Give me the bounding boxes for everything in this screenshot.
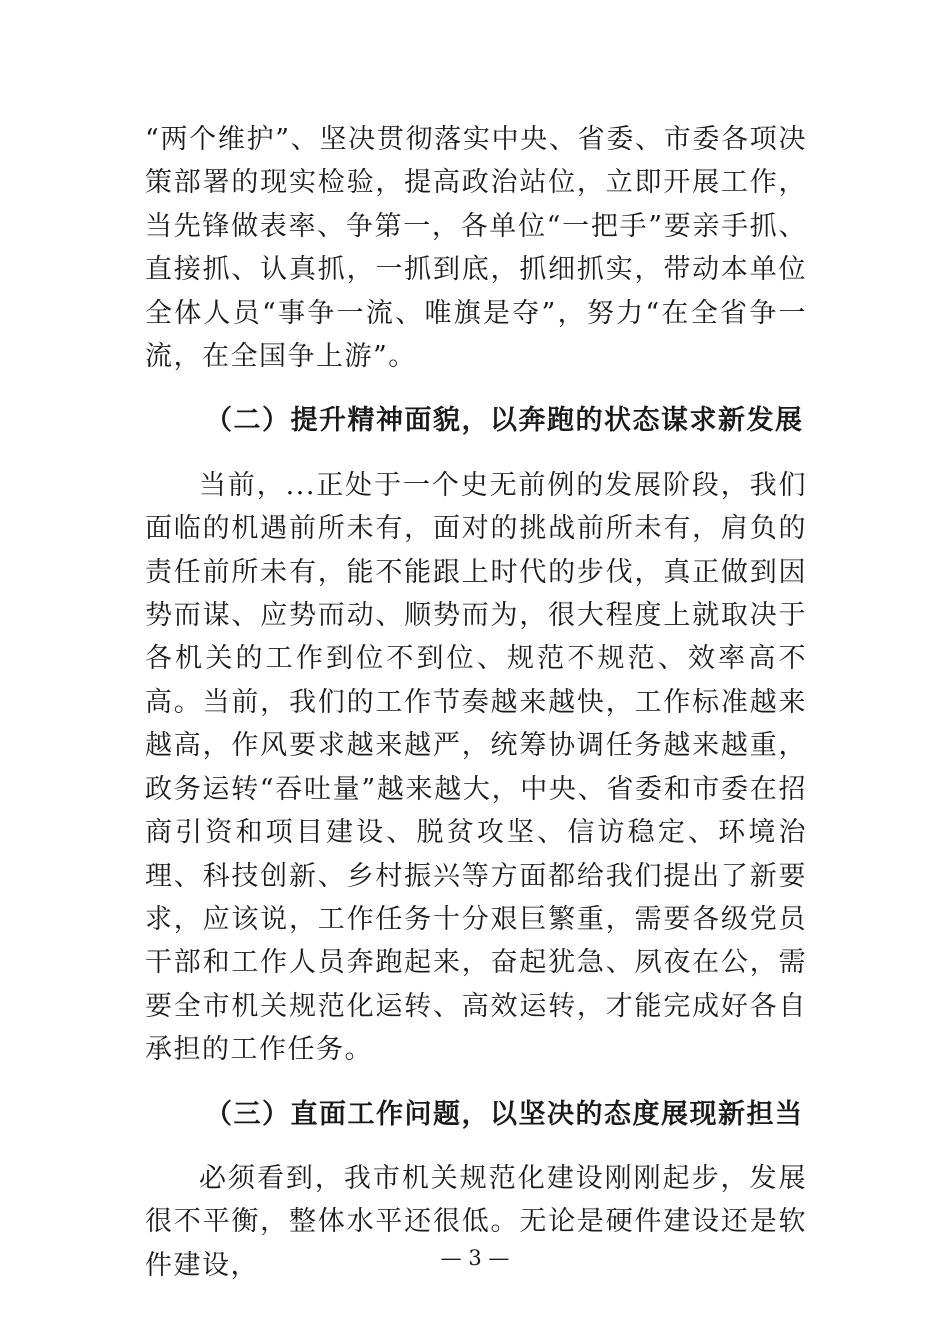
document-body: [145, 118, 807, 1287]
paragraph-section-3: 必须看到，我市机关规范化建设刚刚起步，发展很不平衡，整体水平还很低。无论是硬件建设还是软件建设，: [145, 1162, 807, 1281]
spacer: [145, 1072, 807, 1093]
spacer: [145, 1136, 807, 1157]
paragraph-continued: “两个维护”、坚决贯彻落实中央、省委、市委各项决策部署的现实检验，提高政治站位，立即开展工作，当先锋做表率、争第一，各单位“一把手”要亲手抓、直接抓、认真抓，一抓到底，抓细抓实，带动本单位全体人员“事争一流、唯旗是夺”，努力“在全省争一流，在全国争上游”。: [145, 124, 807, 373]
section-heading-3: （三）直面工作问题，以坚决的态度展现新担当: [205, 1098, 804, 1130]
spacer: [145, 378, 807, 399]
page-number: — 3 —: [440, 1246, 510, 1270]
spacer: [145, 443, 807, 464]
section-heading-2: （二）提升精神面貌，以奔跑的状态谋求新发展: [205, 405, 804, 437]
paragraph-section-2: 当前，...正处于一个史无前例的发展阶段，我们面临的机遇前所未有，面对的挑战前所未有，肩负的责任前所未有，能不能跟上时代的步伐，真正做到因势而谋、应势而动、顺势而为，很大程度上就取决于各机关的工作到位不到位、规范不规范、效率高不高。当前，我们的工作节奏越来越快，工作标准越来越高，作风要求越来越严，统筹协调任务越来越重，政务运转“吞吐量”越来越大，中央、省委和市委在招商引资和项目建设、脱贫攻坚、信访稳定、环境治理、科技创新、乡村振兴等方面都给我们提出了新要求，应该说，工作任务十分艰巨繁重，需要各级党员干部和工作人员奔跑起来，奋起犹急、夙夜在公，需要全市机关规范化运转、高效运转，才能完成好各自承担的工作任务。: [145, 469, 807, 1066]
